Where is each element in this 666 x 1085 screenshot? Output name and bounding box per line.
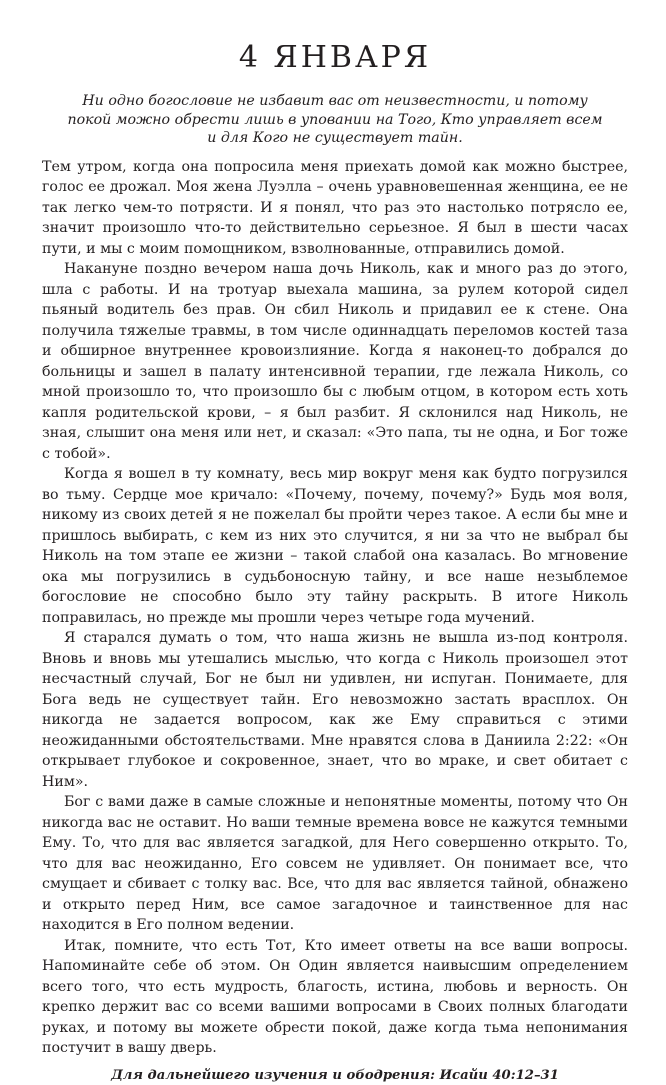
further-reading-note: Для дальнейшего изучения и ободрения: Исайи 40:12–31 xyxy=(111,1067,559,1083)
paragraph: Я старался думать о том, что наша жизнь не вышла из-под контроля. Вновь и вновь мы утешались мыслью, что когда с Николь произошел этот несчастный случай, Бог не был ни удивлен, ни испуган. Понимаете, для Бога ведь не существует тайн. Его невозможно застать врасплох. Он никогда не задается вопросом, как же Ему справиться с этими неожиданными обстоятельствами. Мне нравятся слова в Даниила 2:22: «Он открывает глубокое и сокровенное, знает, что во мраке, и свет обитает с Ним». xyxy=(42,630,628,790)
page xyxy=(42,38,628,1085)
page-title: 4 ЯНВАРЯ xyxy=(238,40,432,75)
paragraph: Итак, помните, что есть Тот, Кто имеет ответы на все ваши вопросы. Напоминайте себе об этом. Он Один является наивысшим определением всего того, что есть мудрость, благость, истина, любовь и верность. Он крепко держит вас со всеми вашими вопросами в Своих полных благодати руках, и потому вы можете обрести покой, даже когда тьма непонимания постучит в вашу дверь. xyxy=(42,937,628,1056)
body-text xyxy=(42,157,628,1059)
paragraph: Тем утром, когда она попросила меня приехать домой как можно быстрее, голос ее дрожал. Моя жена Луэлла – очень уравновешенная женщина, ее не так легко чем-то потрясти. И я понял, что раз это настолько потрясло ее, значит произошло что-то действительно серьезное. Я был в шести часах пути, и мы с моим помощником, взволнованные, отправились домой. xyxy=(42,158,628,257)
paragraph: Когда я вошел в ту комнату, весь мир вокруг меня как будто погрузился во тьму. Сердце мое кричало: «Почему, почему, почему?» Будь моя воля, никому из своих детей я не пожелал бы пройти через такое. А если бы мне и пришлось выбирать, с кем из них это случится, я ни за что не выбрал бы Николь на том этапе ее жизни – такой слабой она казалась. Во мгновение ока мы погрузились в судьбоносную тайну, и все наше незыблемое богословие не способно было эту тайну раскрыть. В итоге Николь поправилась, но прежде мы прошли через четыре года мучений. xyxy=(42,466,628,626)
epigraph: Ни одно богословие не избавит вас от неизвестности, и потому покой можно обрести лишь в уповании на Того, Кто управляет всем и для Кого не существует тайн. xyxy=(67,93,603,146)
paragraph: Накануне поздно вечером наша дочь Николь, как и много раз до этого, шла с работы. И на тротуар выехала машина, за рулем которой сидел пьяный водитель без прав. Он сбил Николь и придавил ее к стене. Она получила тяжелые травмы, в том числе одиннадцать переломов костей таза и обширное внутреннее кровоизлияние. Когда я наконец-то добрался до больницы и зашел в палату интенсивной терапии, где лежала Николь, со мной произошло то, что произошло бы с любым отцом, в котором есть хоть капля родительской крови, – я был разбит. Я склонился над Николь, не зная, слышит она меня или нет, и сказал: «Это папа, ты не одна, и Бог тоже с тобой». xyxy=(42,261,628,462)
paragraph: Бог с вами даже в самые сложные и непонятные моменты, потому что Он никогда вас не оставит. Но ваши темные времена вовсе не кажутся темными Ему. То, что для вас является загадкой, для Него совершенно открыто. То, что для вас неожиданно, Его совсем не удивляет. Он понимает все, что смущает и сбивает с толку вас. Все, что для вас является тайной, обнажено и открыто перед Ним, все самое загадочное и таинственное для нас находится в Его полном ведении. xyxy=(42,794,628,933)
